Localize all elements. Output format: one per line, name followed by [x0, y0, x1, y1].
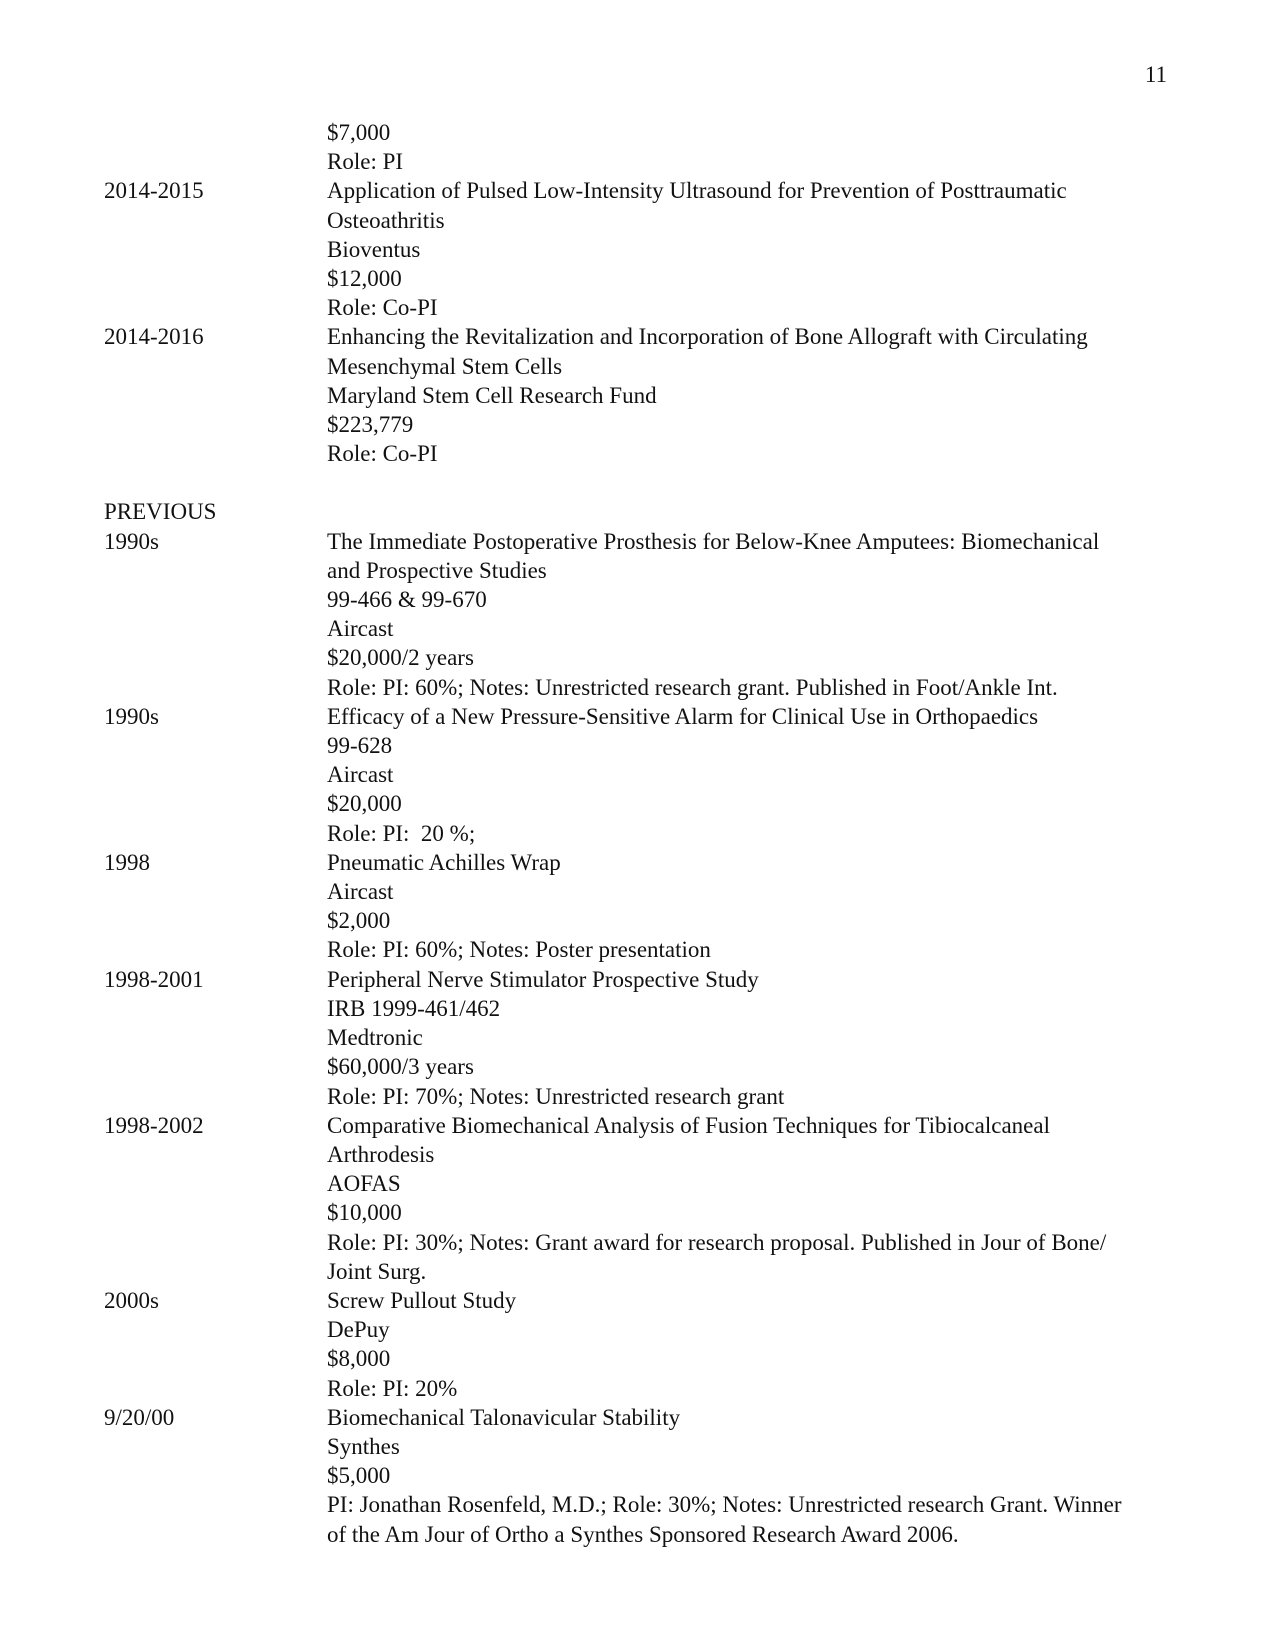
grant-date: 1990s — [104, 528, 159, 554]
grant-date: 2000s — [104, 1287, 159, 1313]
grant-entry — [104, 1286, 1184, 1403]
grant-title: Arthrodesis — [327, 1141, 435, 1167]
grant-entry — [104, 1111, 1184, 1286]
grant-title: Mesenchymal Stem Cells — [327, 353, 563, 379]
grant-title: Peripheral Nerve Stimulator Prospective Study — [327, 966, 759, 992]
grant-role: Role: PI: 30%; Notes: Grant award for research proposal. Published in Jour of Bone/ — [327, 1229, 1107, 1255]
grant-title: Screw Pullout Study — [327, 1287, 517, 1313]
grants-content — [104, 118, 1184, 1549]
grant-amount: $10,000 — [327, 1200, 402, 1226]
grant-date: 1998-2002 — [104, 1112, 204, 1138]
grant-date: 2014-2015 — [104, 178, 204, 204]
grant-sponsor: Bioventus — [327, 236, 421, 262]
grant-date: 1998 — [104, 849, 150, 875]
grant-details — [327, 176, 1184, 322]
grant-title: Osteoathritis — [327, 207, 445, 233]
grant-role: Joint Surg. — [327, 1258, 427, 1284]
grant-number: 99-628 — [327, 733, 393, 759]
grant-date: 1990s — [104, 703, 159, 729]
grant-entry — [104, 527, 1184, 702]
grant-amount: $2,000 — [327, 908, 391, 934]
grant-title: Biomechanical Talonavicular Stability — [327, 1404, 681, 1430]
grant-sponsor: DePuy — [327, 1317, 390, 1343]
grant-title: Enhancing the Revitalization and Incorporation of Bone Allograft with Circulating — [327, 324, 1088, 350]
grant-role: Role: PI: 70%; Notes: Unrestricted research grant — [327, 1083, 785, 1109]
grant-date: 2014-2016 — [104, 324, 204, 350]
grant-number: IRB 1999-461/462 — [327, 995, 501, 1021]
grant-details — [327, 527, 1184, 702]
grant-amount: $12,000 — [327, 266, 402, 292]
grant-date: 9/20/00 — [104, 1404, 175, 1430]
grant-date — [104, 118, 327, 176]
grant-amount: $5,000 — [327, 1463, 391, 1489]
grant-amount: $20,000 — [327, 791, 402, 817]
grant-details — [327, 1286, 1184, 1403]
grant-details — [327, 965, 1184, 1111]
grant-amount: $8,000 — [327, 1346, 391, 1372]
grant-title: Application of Pulsed Low-Intensity Ultrasound for Prevention of Posttraumatic — [327, 178, 1067, 204]
grant-role: Role: PI: 20% — [327, 1375, 458, 1401]
grant-details — [327, 118, 1184, 176]
grant-sponsor: Maryland Stem Cell Research Fund — [327, 382, 657, 408]
grant-sponsor: Synthes — [327, 1433, 400, 1459]
grant-role: Role: PI: 60%; Notes: Poster presentation — [327, 937, 711, 963]
grant-role: of the Am Jour of Ortho a Synthes Sponsored Research Award 2006. — [327, 1521, 959, 1547]
grant-role: Role: Co-PI — [327, 441, 438, 467]
grant-details — [327, 848, 1184, 965]
grant-details — [327, 322, 1184, 468]
grant-role: Role: PI — [327, 149, 404, 175]
grant-date: 1998-2001 — [104, 966, 204, 992]
grant-entry — [104, 1403, 1184, 1549]
grant-title: Efficacy of a New Pressure-Sensitive Alarm for Clinical Use in Orthopaedics — [327, 703, 1039, 729]
grant-title: Comparative Biomechanical Analysis of Fusion Techniques for Tibiocalcaneal — [327, 1112, 1050, 1138]
grant-entry — [104, 702, 1184, 848]
grant-role: PI: Jonathan Rosenfeld, M.D.; Role: 30%; Notes: Unrestricted research Grant. Winner — [327, 1492, 1122, 1518]
grant-sponsor: Aircast — [327, 762, 394, 788]
grant-details — [327, 702, 1184, 848]
page-number: 11 — [1144, 62, 1167, 87]
grant-sponsor: Aircast — [327, 879, 394, 905]
continued-grant-entry — [104, 118, 1184, 176]
grant-sponsor: AOFAS — [327, 1171, 401, 1197]
grant-role: Role: PI: 20 %; — [327, 820, 476, 846]
grant-role: Role: PI: 60%; Notes: Unrestricted research grant. Published in Foot/Ankle Int. — [327, 674, 1058, 700]
grant-sponsor: Aircast — [327, 616, 394, 642]
grant-title: and Prospective Studies — [327, 557, 547, 583]
grant-role: Role: Co-PI — [327, 295, 438, 321]
section-heading-previous: PREVIOUS — [104, 499, 217, 525]
grant-amount: $223,779 — [327, 412, 414, 438]
grant-title: The Immediate Postoperative Prosthesis for Below-Knee Amputees: Biomechanical — [327, 528, 1100, 554]
grant-sponsor: Medtronic — [327, 1025, 423, 1051]
grant-amount: $7,000 — [327, 120, 391, 145]
grant-entry — [104, 848, 1184, 965]
grant-entry — [104, 322, 1184, 468]
grant-details — [327, 1403, 1184, 1549]
grant-amount: $20,000/2 years — [327, 645, 474, 671]
grant-amount: $60,000/3 years — [327, 1054, 474, 1080]
grant-entry — [104, 965, 1184, 1111]
grant-title: Pneumatic Achilles Wrap — [327, 849, 561, 875]
grant-entry — [104, 176, 1184, 322]
grant-details — [327, 1111, 1184, 1286]
grant-number: 99-466 & 99-670 — [327, 587, 487, 613]
